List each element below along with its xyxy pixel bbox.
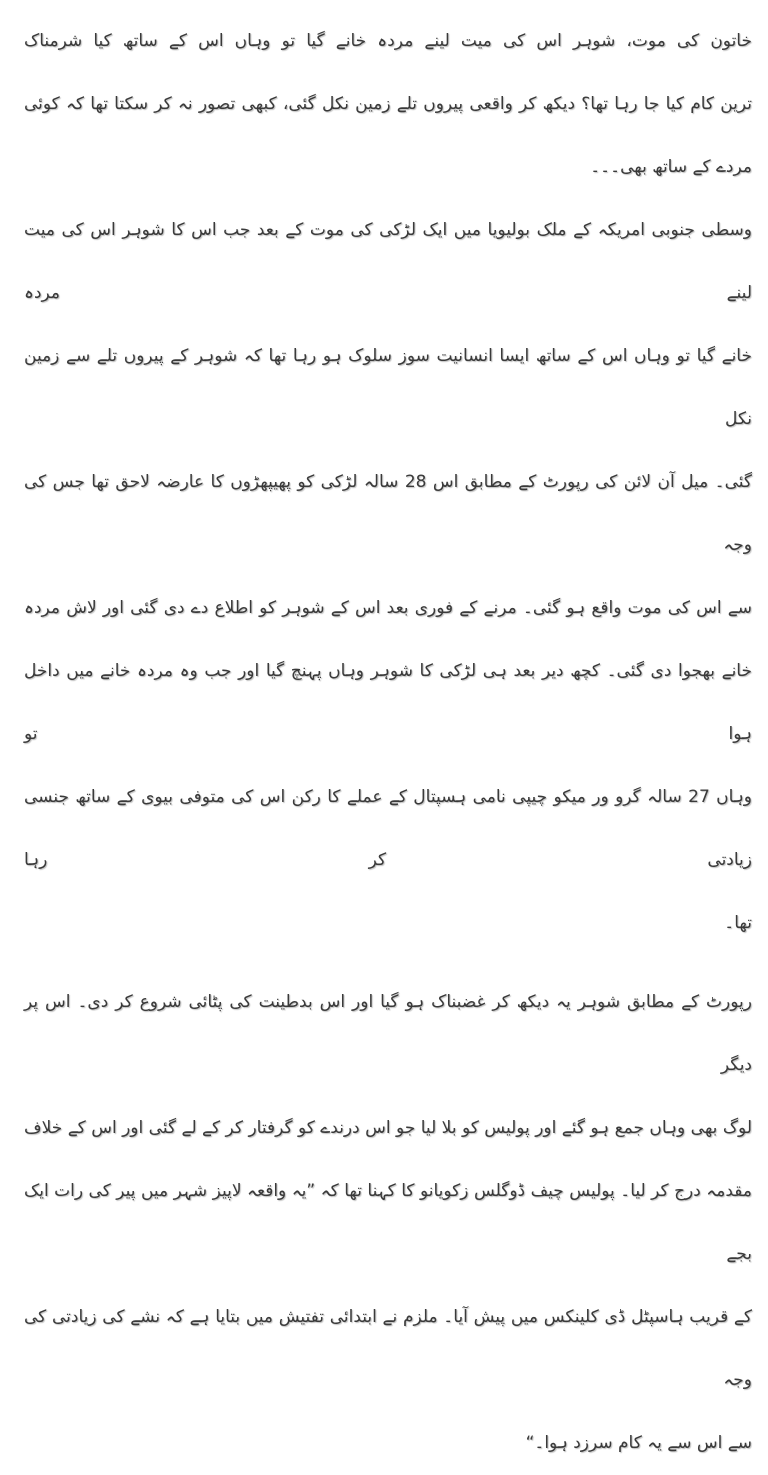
paragraph-1 <box>24 10 752 199</box>
text-line: خانے گیا تو وہاں اس کے ساتھ ایسا انسانیت سوز سلوک ہو رہا تھا کہ شوہر کے پیروں تلے سے زمین نکل <box>24 346 752 429</box>
text-line: تھا۔ <box>724 913 752 933</box>
text-line: ترین کام کیا جا رہا تھا؟ دیکھ کر واقعی پیروں تلے زمین نکل گئی، کبھی تصور نہ کر سکتا تھا کہ کوئی <box>24 94 752 114</box>
paragraph-3 <box>24 971 752 1475</box>
text-line: رپورٹ کے مطابق شوہر یہ دیکھ کر غضبناک ہو گیا اور اس بدطینت کی پٹائی شروع کر دی۔ اس پر دیگر <box>24 992 752 1075</box>
text-line: مقدمہ درج کر لیا۔ پولیس چیف ڈوگلس زکویانو کا کہنا تھا کہ ”یہ واقعہ لاپیز شہر میں پیر کی رات ایک بجے <box>24 1181 752 1264</box>
text-line: گئی۔ میل آن لائن کی رپورٹ کے مطابق اس 28 سالہ لڑکی کو پھیپھڑوں کا عارضہ لاحق تھا جس کی وجہ <box>24 472 752 555</box>
article-body <box>24 10 752 1475</box>
text-line: وہاں 27 سالہ گرو ور میکو چیپی نامی ہسپتال کے عملے کا رکن اس کی متوفی بیوی کے ساتھ جنسی زیادتی کر رہا <box>24 787 752 870</box>
text-line: وسطی جنوبی امریکہ کے ملک بولیویا میں ایک لڑکی کی موت کے بعد جب اس کا شوہر اس کی میت لینے مردہ <box>24 220 752 303</box>
paragraph-2 <box>24 199 752 955</box>
text-line: سے اس سے یہ کام سرزد ہوا۔“ <box>525 1433 752 1453</box>
text-line: لوگ بھی وہاں جمع ہو گئے اور پولیس کو بلا لیا جو اس درندے کو گرفتار کر کے لے گئی اور اس کے خلاف <box>24 1118 752 1138</box>
text-line: کے قریب ہاسپٹل ڈی کلینکس میں پیش آیا۔ ملزم نے ابتدائی تفتیش میں بتایا ہے کہ نشے کی زیادتی کی وجہ <box>24 1307 752 1390</box>
text-line: سے اس کی موت واقع ہو گئی۔ مرنے کے فوری بعد اس کے شوہر کو اطلاع دے دی گئی اور لاش مردہ <box>24 598 752 618</box>
text-line: خاتون کی موت، شوہر اس کی میت لینے مردہ خانے گیا تو وہاں اس کے ساتھ کیا شرمناک <box>24 31 752 51</box>
text-line: خانے بھجوا دی گئی۔ کچھ دیر بعد ہی لڑکی کا شوہر وہاں پہنچ گیا اور جب وہ مردہ خانے میں داخل ہوا تو <box>24 661 752 744</box>
text-line: مردے کے ساتھ بھی۔۔۔ <box>590 157 752 177</box>
